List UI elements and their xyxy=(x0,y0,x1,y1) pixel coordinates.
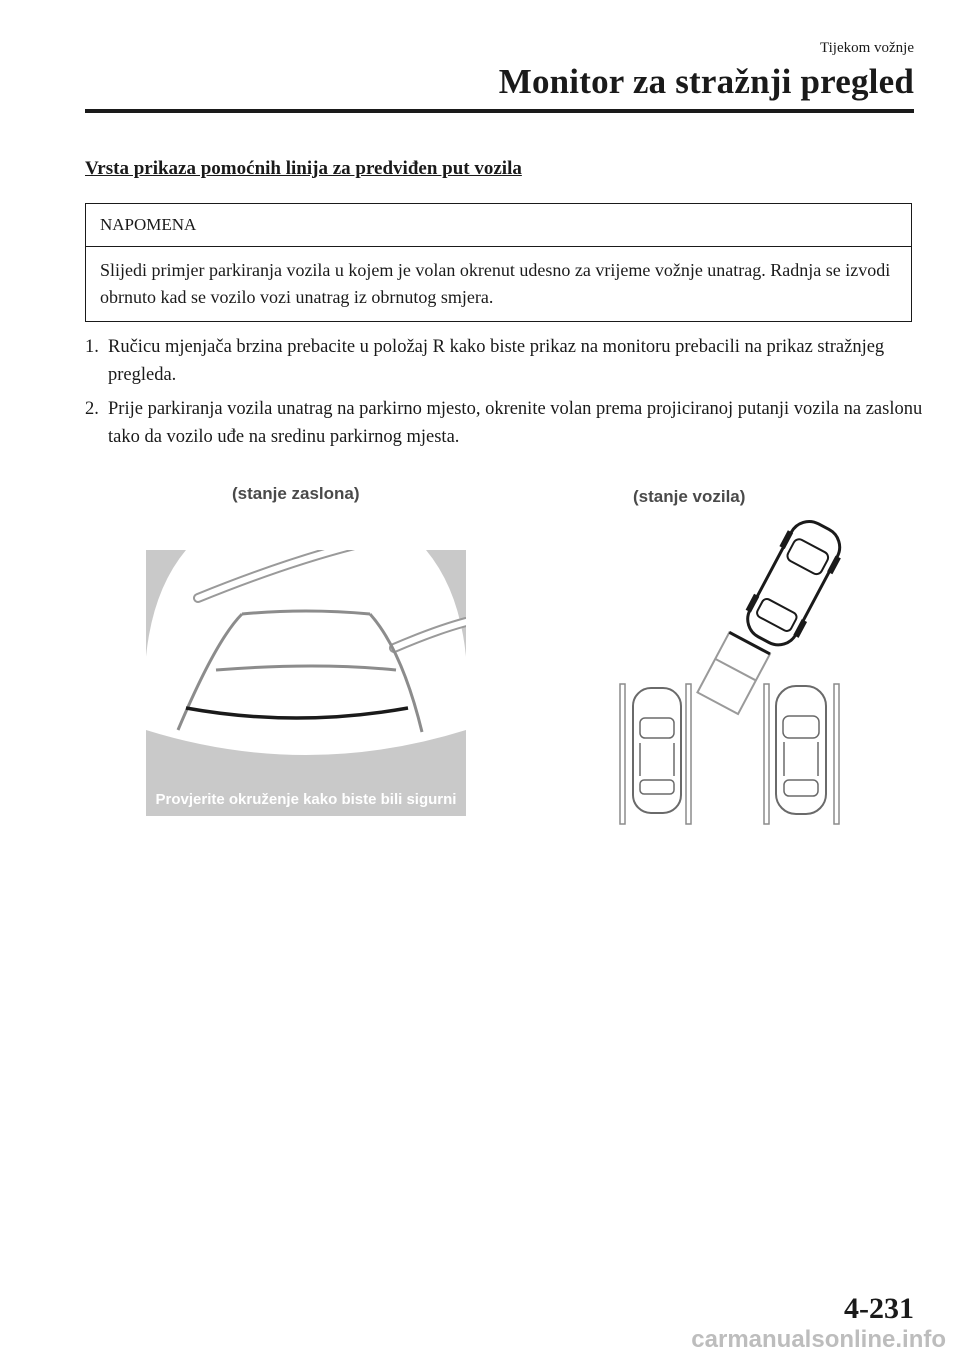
screen-warning-text: Provjerite okruženje kako biste bili sigurni xyxy=(155,791,457,808)
note-heading: NAPOMENA xyxy=(86,204,911,247)
parked-car-right-icon xyxy=(776,686,826,814)
page-number: 4-231 xyxy=(844,1292,914,1325)
step-item xyxy=(85,395,925,451)
step-number: 2. xyxy=(85,399,99,419)
footer-watermark: carmanualsonline.info xyxy=(691,1326,946,1353)
page-title: Monitor za stražnji pregled xyxy=(498,62,914,101)
step-number: 1. xyxy=(85,337,99,357)
screen-caption: (stanje zaslona) xyxy=(232,484,360,503)
monitor-screen-illustration xyxy=(146,550,466,816)
note-body: Slijedi primjer parkiranja vozila u kojem je volan okrenut udesno za vrijeme vožnje unatrag. Radnja se izvodi obrnuto kad se vozilo vozi unatrag iz obrnutog smjera. xyxy=(100,260,891,307)
projected-path-guide xyxy=(697,632,770,714)
note-box xyxy=(85,203,912,322)
step-item xyxy=(85,333,925,389)
step-text: Ručicu mjenjača brzina prebacite u položaj R kako biste prikaz na monitoru prebacili na prikaz stražnjeg pregleda. xyxy=(108,337,885,385)
vehicle-state-illustration xyxy=(600,518,850,828)
section-title: Vrsta prikaza pomoćnih linija za predviđen put vozila xyxy=(85,158,522,179)
vehicle-caption: (stanje vozila) xyxy=(633,487,746,506)
chapter-title: Tijekom vožnje xyxy=(819,40,914,56)
steps-list xyxy=(85,333,925,457)
parked-car-left-icon xyxy=(633,688,681,813)
step-text: Prije parkiranja vozila unatrag na parkirno mjesto, okrenite volan prema projiciranoj putanji vozila na zaslonu tako da vozilo uđe na sredinu parkirnog mjesta. xyxy=(108,399,923,447)
reversing-car-icon xyxy=(737,518,850,654)
header-rule xyxy=(85,109,914,113)
